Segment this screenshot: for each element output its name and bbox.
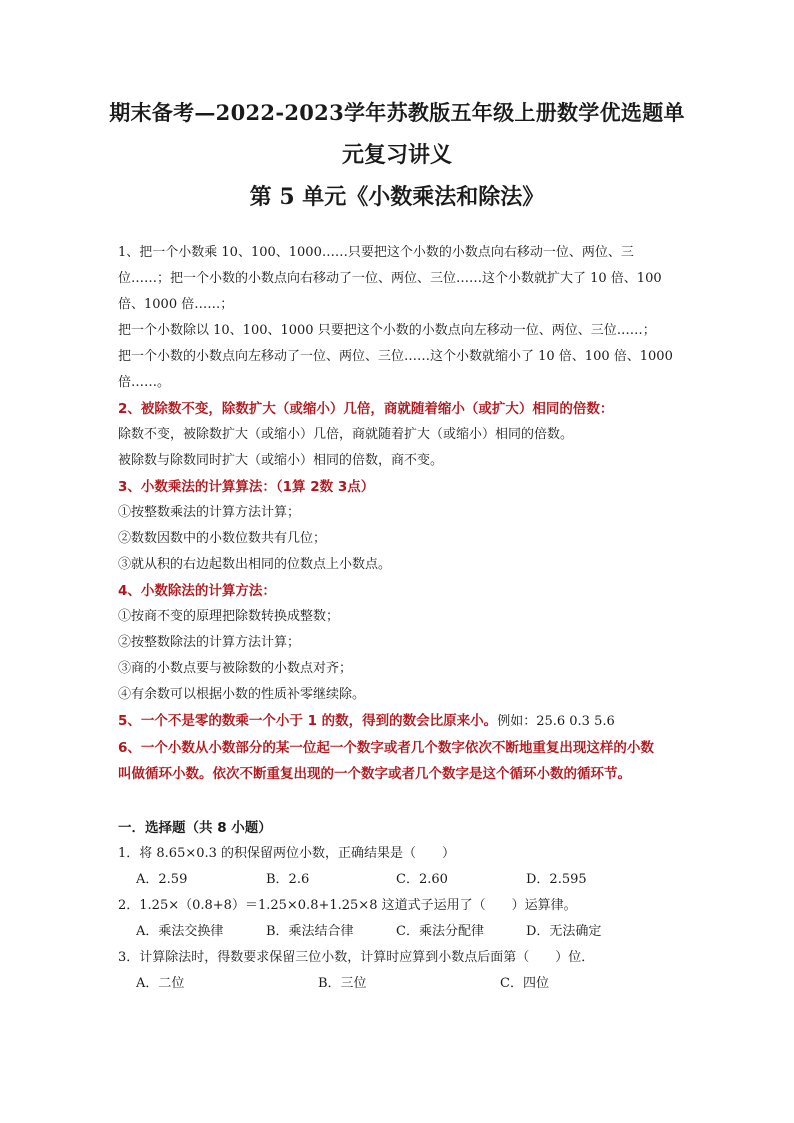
section-title: 一．选择题（共 8 小题） <box>118 820 272 836</box>
option-d: D．无法确定 <box>526 924 602 939</box>
content <box>118 240 683 997</box>
option-d: D．2.595 <box>526 872 587 887</box>
option-b: B．2.6 <box>266 872 310 887</box>
unit-title: 第 5 单元《小数乘法和除法》 <box>249 184 545 210</box>
text-line: 位……；把一个小数的小数点向右移动了一位、两位、三位……这个小数就扩大了 10 倍、100 <box>118 271 662 286</box>
question-text: 2．1.25×（0.8+8）＝1.25×0.8+1.25×8 这道式子运用了（ ）运算律。 <box>118 898 577 913</box>
text-line: 把一个小数除以 10、100、1000 只要把这个小数的小数点向左移动一位、两位、三位……； <box>118 323 656 338</box>
text-line: 1、把一个小数乘 10、100、1000……只要把这个小数的小数点向右移动一位、两位、三 <box>118 245 634 260</box>
page-title-continued: 元复习讲义 <box>341 142 452 168</box>
option-b: B．三位 <box>318 976 367 991</box>
option-c: C．四位 <box>500 976 549 991</box>
example-text: 例如：25.6 0.3 5.6 <box>497 714 615 729</box>
page-title: 期末备考—2022-2023学年苏教版五年级上册数学优选题单 <box>109 100 685 125</box>
text-line: ③就从积的右边起数出相同的位数点上小数点。 <box>118 557 392 572</box>
point-heading-continued: 叫做循环小数。依次不断重复出现的一个数字或者几个数字是这个循环小数的循环节。 <box>118 766 631 782</box>
point-heading: 2、被除数不变，除数扩大（或缩小）几倍，商就随着缩小（或扩大）相同的倍数： <box>118 401 614 417</box>
knowledge-point-5 <box>118 708 683 735</box>
option-c: C．2.60 <box>396 872 448 887</box>
options-row <box>118 867 683 893</box>
point-heading: 6、一个小数从小数部分的某一位起一个数字或者几个数字依次不断地重复出现这样的小数 <box>118 740 654 756</box>
option-a: A．二位 <box>136 976 185 991</box>
text-line: ②按整数除法的计算方法计算； <box>118 635 301 650</box>
knowledge-point-2 <box>118 396 683 474</box>
point-heading: 4、小数除法的计算方法： <box>118 583 276 599</box>
text-line: ④有余数可以根据小数的性质补零继续除。 <box>118 687 366 702</box>
text-line: 倍、1000 倍……； <box>118 297 234 312</box>
knowledge-point-1 <box>118 240 683 396</box>
text-line: 把一个小数的小数点向左移动了一位、两位、三位……这个小数就缩小了 10 倍、100 倍、1000 <box>118 349 673 364</box>
question-text: 3．计算除法时，得数要求保留三位小数，计算时应算到小数点后面第（ ）位． <box>118 950 595 965</box>
option-c: C．乘法分配律 <box>396 924 484 939</box>
question-2 <box>118 893 683 945</box>
options-row <box>118 919 683 945</box>
question-1 <box>118 841 683 893</box>
options-row <box>118 971 683 997</box>
point-heading: 5、一个不是零的数乘一个小于 1 的数，得到的数会比原来小。 <box>118 713 498 729</box>
text-line: ①按商不变的原理把除数转换成整数； <box>118 609 340 624</box>
text-line: 倍……。 <box>118 375 171 390</box>
option-b: B．乘法结合律 <box>266 924 354 939</box>
text-line: ③商的小数点要与被除数的小数点对齐； <box>118 661 353 676</box>
point-heading: 3、小数乘法的计算算法：（1算 2数 3点） <box>118 479 375 495</box>
question-text: 1．将 8.65×0.3 的积保留两位小数，正确结果是（ ） <box>118 846 456 861</box>
knowledge-point-4 <box>118 578 683 708</box>
text-line: ①按整数乘法的计算方法计算； <box>118 505 301 520</box>
option-a: A．2.59 <box>136 872 188 887</box>
text-line: ②数数因数中的小数位数共有几位； <box>118 531 327 546</box>
question-3 <box>118 945 683 997</box>
knowledge-point-3 <box>118 474 683 578</box>
text-line: 除数不变，被除数扩大（或缩小）几倍，商就随着扩大（或缩小）相同的倍数。 <box>118 427 574 442</box>
title-block <box>0 92 794 218</box>
option-a: A．乘法交换律 <box>136 924 224 939</box>
text-line: 被除数与除数同时扩大（或缩小）相同的倍数，商不变。 <box>118 453 444 468</box>
knowledge-point-6 <box>118 735 683 787</box>
